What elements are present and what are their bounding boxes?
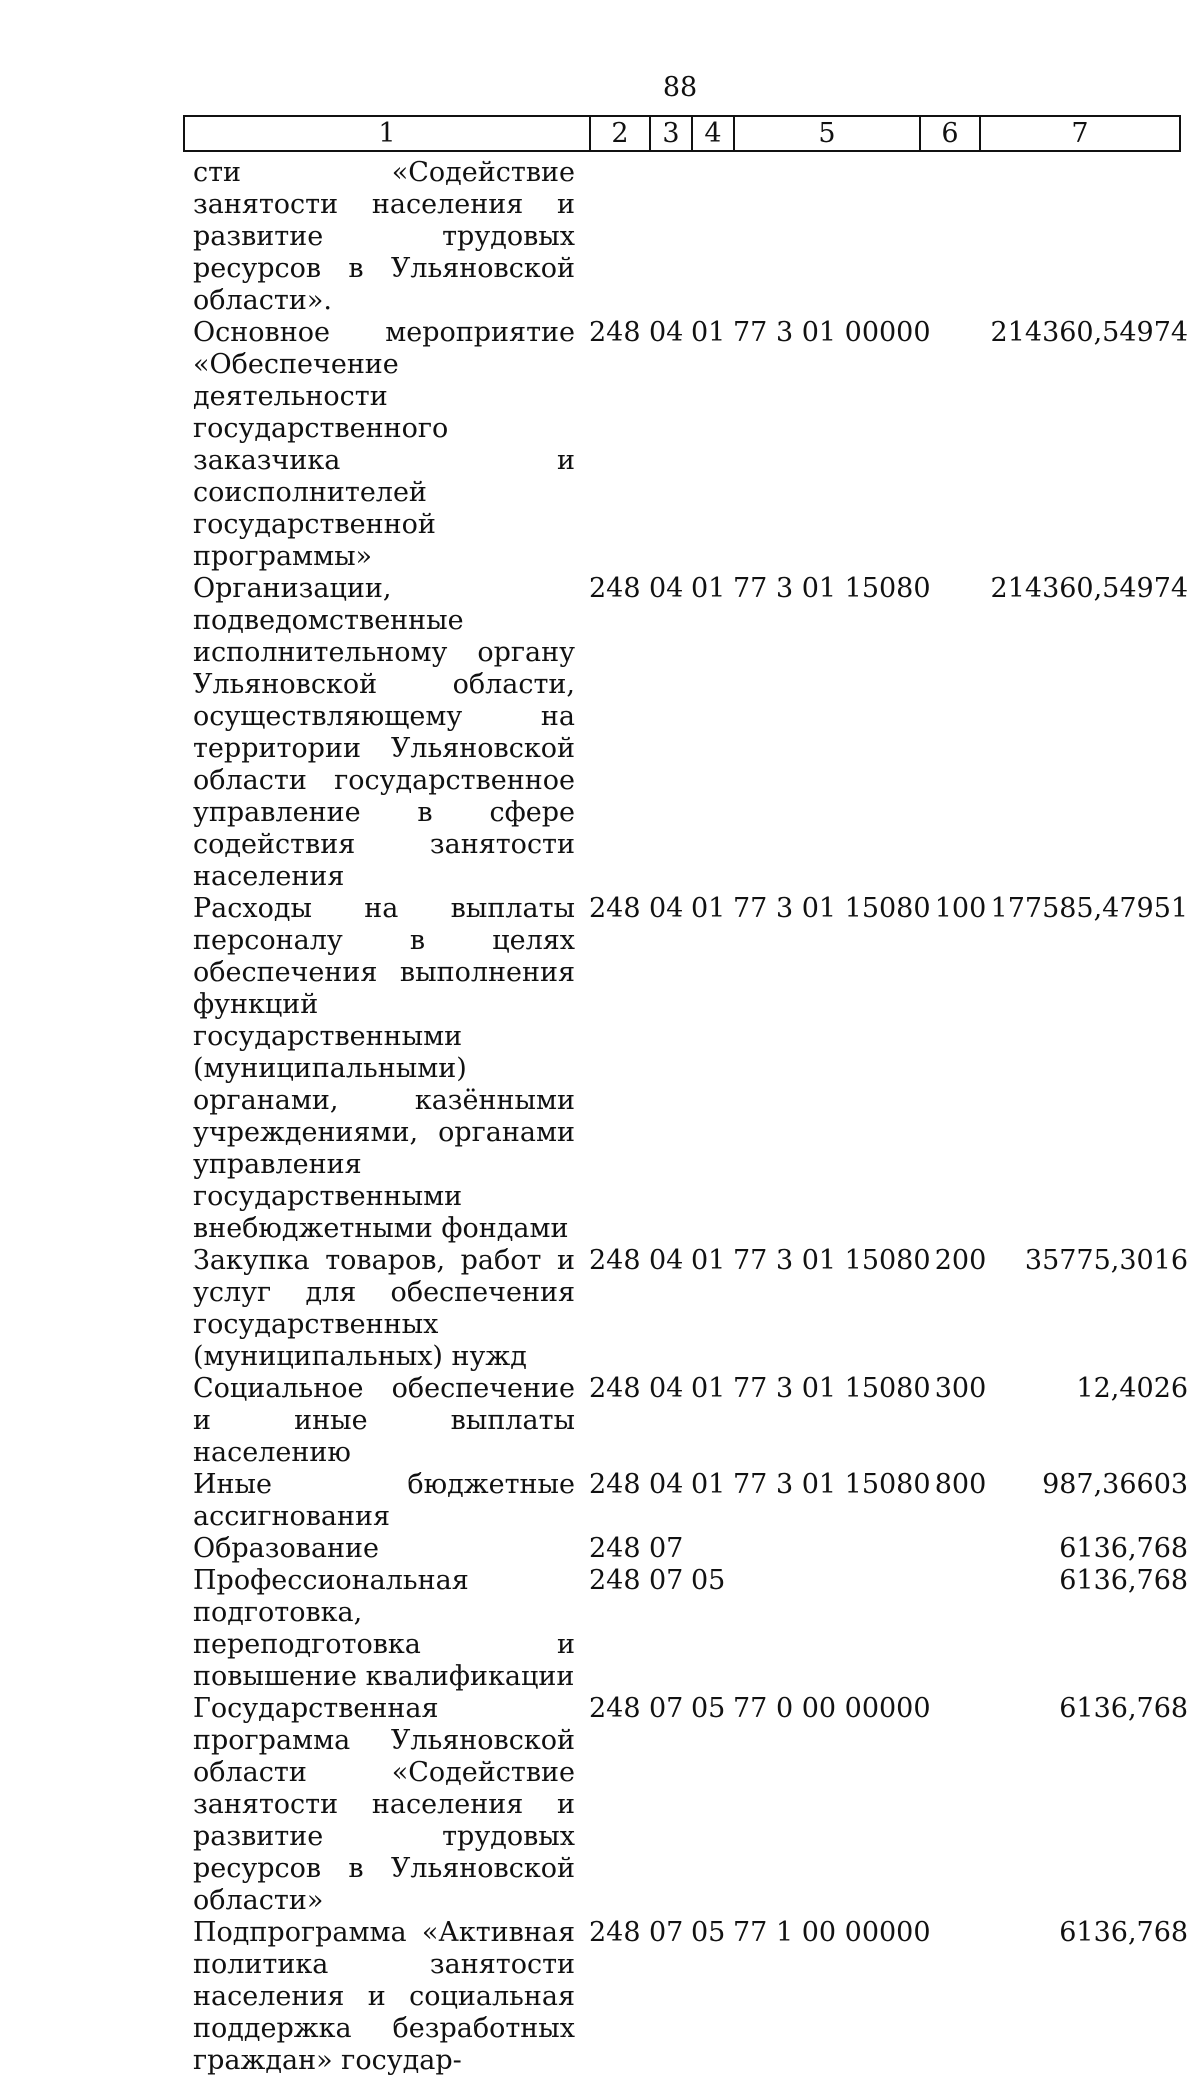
row-section: 07 bbox=[649, 1565, 684, 1596]
row-subsection: 01 bbox=[691, 1245, 726, 1276]
column-header-row bbox=[184, 116, 1180, 151]
row-target-article: 77 1 00 00000 bbox=[733, 1917, 931, 1948]
row-target-article: 77 3 01 00000 bbox=[733, 317, 931, 348]
table-row bbox=[193, 1565, 1188, 1693]
row-expense-type: 800 bbox=[934, 1469, 987, 1500]
row-target-article: 77 3 01 15080 bbox=[733, 1373, 931, 1404]
row-section: 04 bbox=[649, 1245, 684, 1276]
row-admin-code: 248 bbox=[589, 573, 641, 604]
column-header-1: 1 bbox=[184, 116, 590, 151]
row-admin-code: 248 bbox=[589, 1469, 641, 1500]
row-target-article: 77 3 01 15080 bbox=[733, 1469, 931, 1500]
row-target-article bbox=[733, 1565, 931, 1693]
table-row bbox=[193, 893, 1188, 1245]
table-row bbox=[193, 573, 1188, 893]
row-subsection: 01 bbox=[691, 1469, 726, 1500]
row-amount: 6136,768 bbox=[1059, 1565, 1189, 1596]
column-header-3: 3 bbox=[650, 116, 692, 151]
row-name: Социальное обеспечение и иные выплаты населению bbox=[193, 1373, 575, 1468]
row-section: 04 bbox=[649, 573, 684, 604]
row-admin-code: 248 bbox=[589, 893, 641, 924]
row-amount: 35775,3016 bbox=[1024, 1245, 1189, 1276]
row-name: Основное мероприятие «Обеспечение деятельности государственного заказчика и соисполнителей государственной программы» bbox=[193, 317, 575, 572]
row-section: 07 bbox=[649, 1693, 684, 1724]
row-expense-type bbox=[931, 1917, 991, 2077]
row-amount: 6136,768 bbox=[1059, 1917, 1189, 1948]
row-expense-type: 200 bbox=[934, 1245, 987, 1276]
row-expense-type bbox=[931, 1565, 991, 1693]
row-name: Профессиональная подготовка, переподготовка и повышение квалификации bbox=[193, 1565, 575, 1692]
table-row bbox=[193, 1373, 1188, 1469]
table-row bbox=[193, 1917, 1188, 2077]
row-expense-type: 300 bbox=[934, 1373, 987, 1404]
row-section: 07 bbox=[649, 1533, 684, 1564]
row-target-article bbox=[733, 1533, 931, 1565]
row-target-article: 77 3 01 15080 bbox=[733, 893, 931, 924]
row-amount: 987,36603 bbox=[1042, 1469, 1189, 1500]
column-header-7: 7 bbox=[980, 116, 1180, 151]
row-subsection: 01 bbox=[691, 893, 726, 924]
row-target-article bbox=[733, 157, 931, 317]
row-subsection bbox=[691, 157, 733, 317]
row-subsection: 01 bbox=[691, 1373, 726, 1404]
column-header-5: 5 bbox=[734, 116, 920, 151]
row-amount: 12,4026 bbox=[1076, 1373, 1189, 1404]
row-section: 04 bbox=[649, 317, 684, 348]
row-expense-type bbox=[931, 1693, 991, 1917]
row-admin-code: 248 bbox=[589, 1693, 641, 1724]
row-name: сти «Содействие занятости населения и развитие трудовых ресурсов в Ульяновской области». bbox=[193, 157, 575, 316]
table-row bbox=[193, 317, 1188, 573]
row-admin-code: 248 bbox=[589, 1917, 641, 1948]
column-header-6: 6 bbox=[920, 116, 980, 151]
row-section: 04 bbox=[649, 1469, 684, 1500]
column-header-4: 4 bbox=[692, 116, 734, 151]
table-row bbox=[193, 157, 1188, 317]
row-admin-code: 248 bbox=[589, 317, 641, 348]
row-subsection: 05 bbox=[691, 1917, 726, 1948]
row-target-article: 77 0 00 00000 bbox=[733, 1693, 931, 1724]
page-number: 88 bbox=[662, 72, 698, 103]
row-name: Образование bbox=[193, 1533, 380, 1564]
row-name: Иные бюджетные ассигнования bbox=[193, 1469, 575, 1532]
row-subsection: 01 bbox=[691, 317, 726, 348]
row-amount: 6136,768 bbox=[1059, 1533, 1189, 1564]
row-expense-type bbox=[931, 1533, 991, 1565]
row-amount: 214360,54974 bbox=[990, 317, 1189, 348]
row-name: Организации, подведомственные исполнительному органу Ульяновской области, осуществляющему на территории Ульяновской области государственное управление в сфере содействия занятости населения bbox=[193, 573, 575, 892]
table-row bbox=[193, 1469, 1188, 1533]
row-name: Государственная программа Ульяновской области «Содействие занятости населения и развитие трудовых ресурсов в Ульяновской области» bbox=[193, 1693, 575, 1916]
row-admin-code: 248 bbox=[589, 1565, 641, 1596]
table-row bbox=[193, 1245, 1188, 1373]
row-target-article: 77 3 01 15080 bbox=[733, 1245, 931, 1276]
column-header-table bbox=[183, 115, 1181, 152]
row-amount: 177585,47951 bbox=[990, 893, 1189, 924]
column-header-2: 2 bbox=[590, 116, 650, 151]
row-name: Закупка товаров, работ и услуг для обеспечения государственных (муниципальных) нужд bbox=[193, 1245, 575, 1372]
row-admin-code: 248 bbox=[589, 1245, 641, 1276]
row-expense-type bbox=[931, 573, 991, 893]
row-expense-type bbox=[931, 317, 991, 573]
row-amount bbox=[991, 157, 1189, 317]
row-admin-code: 248 bbox=[589, 1533, 641, 1564]
row-section: 07 bbox=[649, 1917, 684, 1948]
row-admin-code bbox=[589, 157, 649, 317]
row-subsection: 01 bbox=[691, 573, 726, 604]
row-expense-type: 100 bbox=[934, 893, 987, 924]
row-section: 04 bbox=[649, 1373, 684, 1404]
budget-table bbox=[193, 157, 1188, 2077]
row-expense-type bbox=[931, 157, 991, 317]
row-subsection bbox=[691, 1533, 733, 1565]
row-target-article: 77 3 01 15080 bbox=[733, 573, 931, 604]
row-amount: 6136,768 bbox=[1059, 1693, 1189, 1724]
row-amount: 214360,54974 bbox=[990, 573, 1189, 604]
row-section bbox=[649, 157, 691, 317]
table-row bbox=[193, 1533, 1188, 1565]
row-name: Расходы на выплаты персоналу в целях обеспечения выполнения функций государственными (муниципальными) органами, казёнными учреждениями, органами управления государственными внебюджетными фондами bbox=[193, 893, 575, 1244]
row-subsection: 05 bbox=[691, 1693, 726, 1724]
row-section: 04 bbox=[649, 893, 684, 924]
row-name: Подпрограмма «Активная политика занятости населения и социальная поддержка безработных граждан» государ- bbox=[193, 1917, 575, 2076]
row-subsection: 05 bbox=[691, 1565, 726, 1596]
table-row bbox=[193, 1693, 1188, 1917]
row-admin-code: 248 bbox=[589, 1373, 641, 1404]
